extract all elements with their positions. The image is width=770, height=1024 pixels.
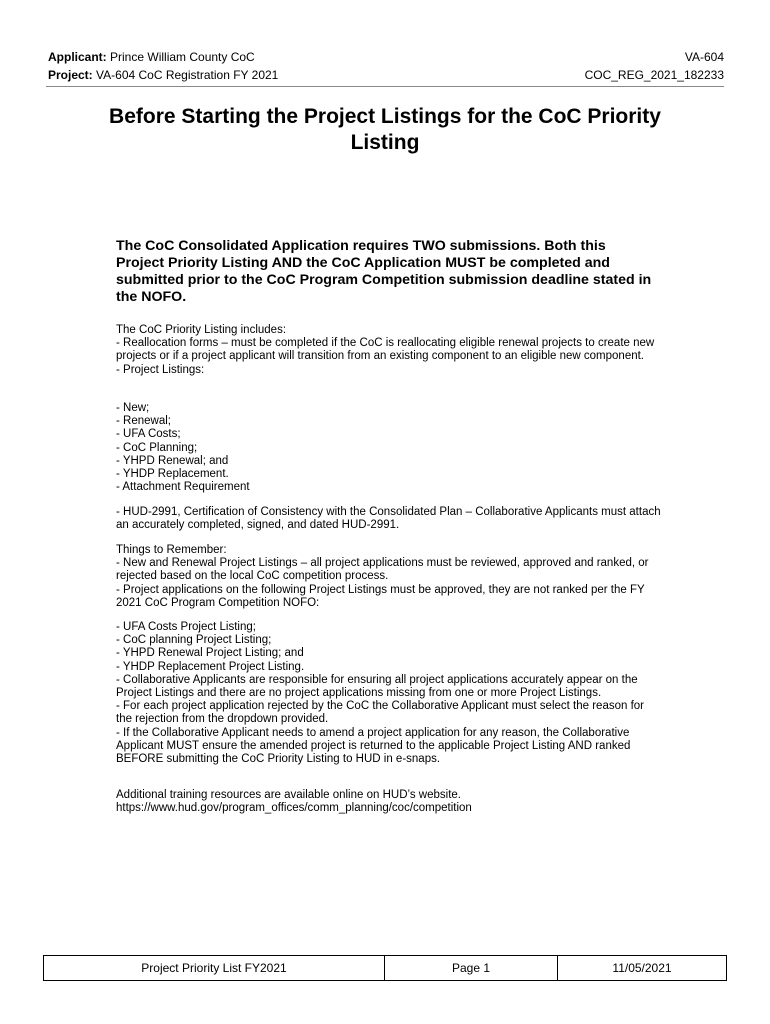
header-right: [585, 48, 724, 84]
project-value: VA-604 CoC Registration FY 2021: [96, 68, 279, 82]
ufa-block: - UFA Costs Project Listing; - CoC planning Project Listing; - YHPD Renewal Project Listing; and - YHDP Replacement Project Listing. - Collaborative Applicants are responsible for ensuring all project applications accurately appear on the Project Listings and there are no project applications missing from one or more Project Listings. - For each project application rejected by the CoC the Collaborative Applicant must select the reason for the rejection from the dropdown provided. - If the Collaborative Applicant needs to amend a project application for any reason, the Collaborative Applicant MUST ensure the amended project is returned to the applicable Project Listing AND ranked BEFORE submitting the CoC Priority Listing to HUD in e-snaps.: [116, 621, 645, 766]
listings-block: - New; - Renewal; - UFA Costs; - CoC Planning; - YHPD Renewal; and - YHDP Replacement. - Attachment Requirement: [116, 402, 250, 494]
remember-block: Things to Remember: - New and Renewal Project Listings – all project applications must be reviewed, approved and ranked, or rejected based on the local CoC competition process. - Project applications on the following Project Listings must be approved, they are not ranked per the FY 2021 CoC Program Competition NOFO:: [116, 544, 649, 609]
footer-page-number: Page 1: [385, 956, 558, 980]
page-title: Before Starting the Project Listings for the CoC Priority Listing: [109, 105, 661, 154]
includes-block: The CoC Priority Listing includes: - Reallocation forms – must be completed if the CoC is reallocating eligible renewal projects to create new projects or if a project applicant will transition from an existing component to an eligible new component. - Project Listings:: [116, 324, 655, 376]
project-label: Project:: [48, 68, 93, 82]
applicant-line: [48, 48, 278, 66]
footer-date: 11/05/2021: [612, 961, 672, 975]
page-footer: [43, 955, 727, 981]
intro-paragraph: The CoC Consolidated Application requires TWO submissions. Both this Project Priority Listing AND the CoC Application MUST be completed and submitted prior to the CoC Program Competition submission deadline stated in the NOFO.: [116, 238, 652, 305]
applicant-label: Applicant:: [48, 50, 107, 64]
header-left: [48, 48, 278, 84]
training-block: Additional training resources are available online on HUD’s website. https://www.hud.gov/program_offices/comm_planning/coc/competition: [116, 789, 472, 815]
header-divider: [46, 86, 724, 87]
applicant-value: Prince William County CoC: [110, 50, 255, 64]
hud2991-block: - HUD-2991, Certification of Consistency with the Consolidated Plan – Collaborative Applicants must attach an accurately completed, signed, and dated HUD-2991.: [116, 506, 661, 532]
project-line: [48, 66, 278, 84]
coc-code: VA-604: [684, 50, 724, 64]
footer-doc-name: Project Priority List FY2021: [44, 956, 385, 980]
registration-id: COC_REG_2021_182233: [584, 68, 724, 82]
